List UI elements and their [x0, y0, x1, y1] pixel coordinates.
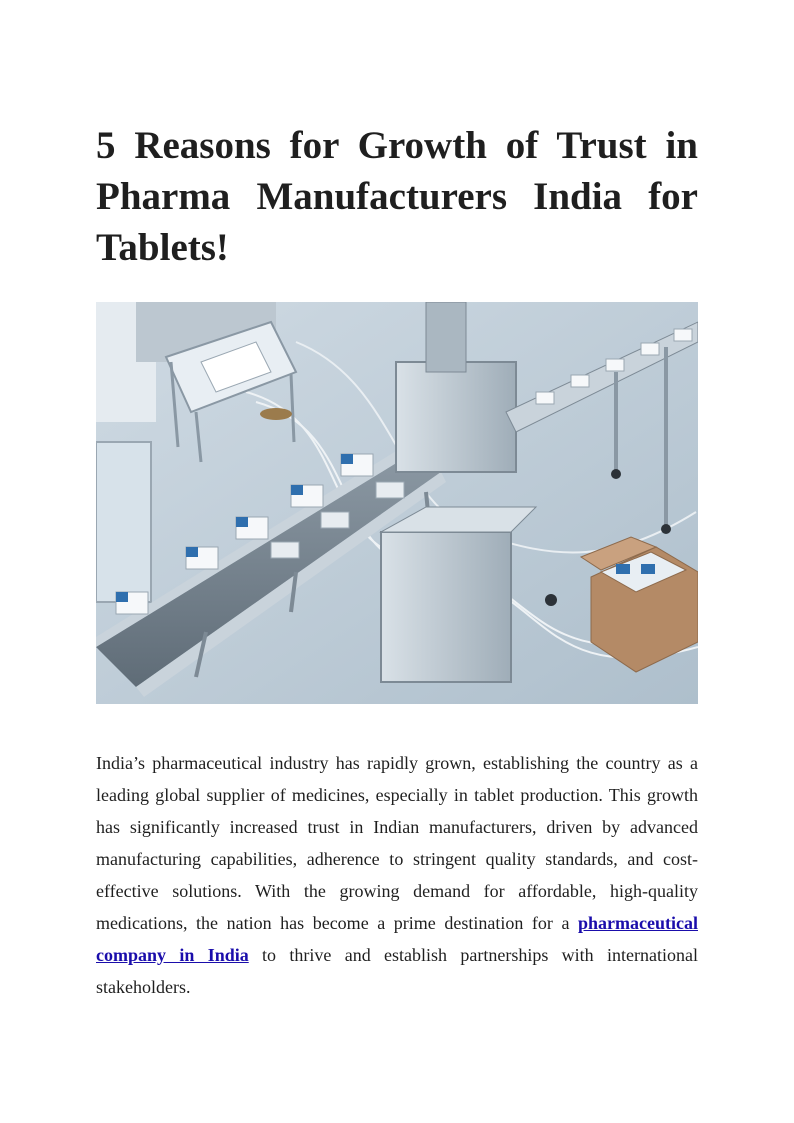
paragraph-text-before-link: India’s pharmaceutical industry has rapidly grown, establishing the country as a leading global supplier of medicines, especially in tablet production. This growth has significantly increased trust in Indian manufacturers, driven by advanced manufacturing capabilities, adherence to stringent quality standards, and cost-effective solutions. With the growing demand for affordable, high-quality medications, the nation has become a prime destination for a — [96, 753, 698, 933]
article-body-paragraph — [96, 747, 698, 1003]
pharmaceutical-company-link[interactable]: pharmaceutical company in India — [96, 913, 698, 965]
article-title: 5 Reasons for Growth of Trust in Pharma Manufacturers India for Tablets! — [96, 124, 698, 269]
hero-image-pharma-production-line — [96, 302, 698, 704]
production-line-illustration — [96, 302, 698, 704]
paragraph-text-after-link: to thrive and establish partnerships with international stakeholders. — [96, 945, 698, 997]
